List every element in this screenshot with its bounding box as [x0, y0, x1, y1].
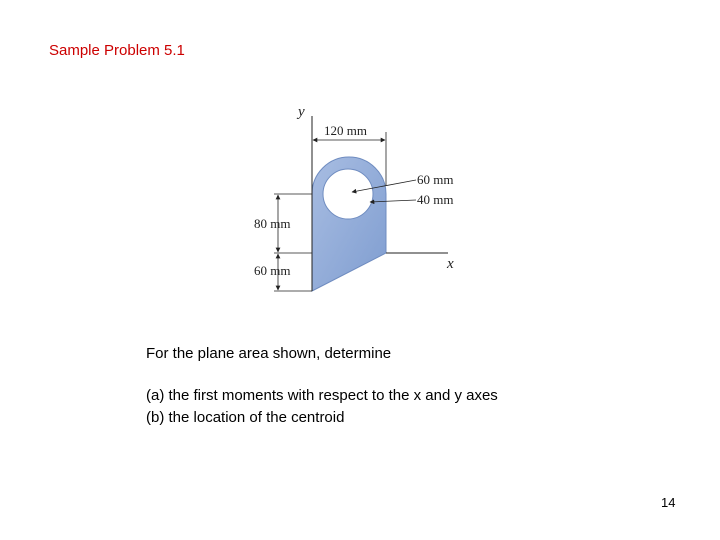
x-axis-label: x — [447, 256, 454, 272]
problem-statement: For the plane area shown, determine — [146, 345, 392, 362]
page-number: 14 — [661, 495, 676, 510]
upper-height-label: 80 mm — [254, 216, 291, 231]
outer-radius-label: 60 mm — [417, 172, 454, 187]
part-b-text: (b) the location of the centroid — [146, 409, 345, 426]
part-a-text: (a) the first moments with respect to the x and y axes — [146, 387, 498, 404]
problem-figure — [240, 98, 480, 298]
inner-radius-label: 40 mm — [417, 192, 454, 207]
y-axis-label: y — [298, 104, 305, 120]
circular-hole — [323, 169, 373, 219]
figure-drawing — [240, 98, 480, 298]
lower-height-label: 60 mm — [254, 263, 291, 278]
width-dimension-label: 120 mm — [324, 123, 367, 138]
slide-title: Sample Problem 5.1 — [49, 42, 185, 59]
